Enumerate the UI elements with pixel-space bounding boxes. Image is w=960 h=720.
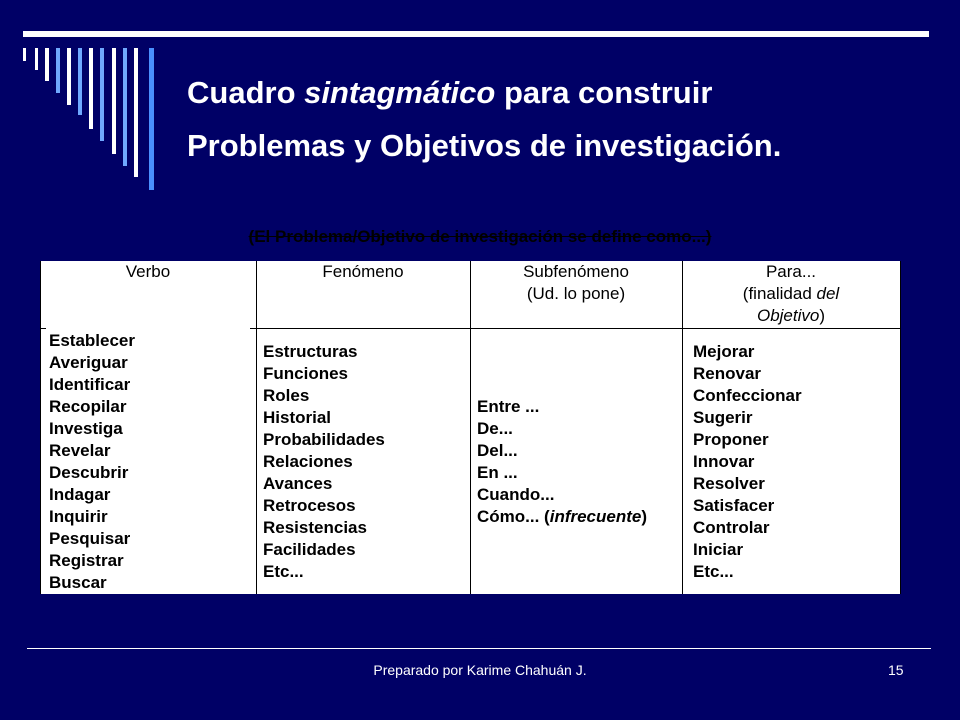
header-verbo: Verbo [125, 262, 171, 281]
table-border-right [900, 261, 901, 594]
header-para [682, 261, 900, 327]
list-item: Retrocesos [263, 496, 356, 515]
column-fenomeno [263, 341, 385, 583]
header-para-close: ) [819, 306, 826, 325]
list-item: De... [477, 419, 513, 438]
list-item: Etc... [693, 562, 734, 581]
deco-bar [100, 48, 104, 141]
list-item: Cuando... [477, 485, 555, 504]
header-subfenomeno [470, 261, 682, 305]
list-item: Etc... [263, 562, 304, 581]
list-item: Funciones [263, 364, 349, 383]
list-item: Confeccionar [693, 386, 802, 405]
list-item: Revelar [49, 441, 111, 460]
list-item: Investiga [49, 419, 123, 438]
deco-bar [149, 48, 154, 190]
title-part2: para construir [495, 75, 713, 110]
list-item: Renovar [693, 364, 762, 383]
deco-bar [112, 48, 116, 154]
list-item: Sugerir [693, 408, 753, 427]
list-item: Averiguar [49, 353, 128, 372]
title-italic: sintagmático [304, 75, 496, 110]
list-item: Recopilar [49, 397, 127, 416]
deco-bar [23, 48, 26, 61]
column-verbo [49, 330, 135, 594]
slide-title [187, 66, 927, 172]
deco-bar [78, 48, 82, 115]
list-item: Buscar [49, 573, 107, 592]
deco-bar [123, 48, 127, 166]
list-item: Mejorar [693, 342, 755, 361]
list-item: Probabilidades [263, 430, 385, 449]
list-item: Registrar [49, 551, 124, 570]
list-item [477, 506, 647, 528]
list-item: Satisfacer [693, 496, 775, 515]
deco-bar [89, 48, 93, 129]
header-rule [250, 328, 901, 329]
list-item: Inquirir [49, 507, 108, 526]
list-item: Proponer [693, 430, 769, 449]
list-item: Iniciar [693, 540, 744, 559]
deco-bar [134, 48, 138, 177]
list-item: Estructuras [263, 342, 358, 361]
header-rule [40, 328, 46, 329]
deco-bar [67, 48, 71, 105]
list-item-italic: infrecuente [549, 507, 642, 526]
header-para-italic: del [816, 284, 840, 303]
list-item: Establecer [49, 331, 135, 350]
list-item: Historial [263, 408, 332, 427]
deco-bar [45, 48, 49, 81]
list-item: En ... [477, 463, 518, 482]
header-fenomeno: Fenómeno [322, 262, 404, 281]
list-item: Pesquisar [49, 529, 131, 548]
list-item-close: ) [641, 507, 648, 526]
list-item: Avances [263, 474, 333, 493]
column-subfenomeno [477, 396, 647, 528]
list-item: Relaciones [263, 452, 353, 471]
title-line2: Problemas y Objetivos de investigación. [187, 128, 782, 163]
list-item: Del... [477, 441, 518, 460]
deco-bar [56, 48, 60, 93]
footer-text: Preparado por Karime Chahuán J. [373, 662, 587, 678]
syntagmatic-table [40, 261, 901, 594]
column-para [693, 341, 802, 583]
table-caption: (El Problema/Objetivo de investigación se define como...) [248, 227, 712, 246]
list-item: Resistencias [263, 518, 367, 537]
list-item: Entre ... [477, 397, 540, 416]
header-para-objetivo: Objetivo [756, 306, 820, 325]
header-para-line1: Para... [765, 262, 817, 281]
header-subfenomeno-line1: Subfenómeno [523, 262, 629, 281]
list-item-text: Cómo... ( [477, 507, 550, 526]
page-number: 15 [888, 662, 904, 678]
title-part1: Cuadro [187, 75, 305, 110]
list-item: Controlar [693, 518, 770, 537]
header-para-line2: (finalidad [742, 284, 817, 303]
bottom-rule [27, 648, 931, 649]
column-divider [470, 261, 471, 594]
list-item: Facilidades [263, 540, 356, 559]
header-subfenomeno-line2: (Ud. lo pone) [526, 284, 626, 303]
list-item: Innovar [693, 452, 755, 471]
list-item: Roles [263, 386, 310, 405]
list-item: Indagar [49, 485, 111, 504]
list-item: Descubrir [49, 463, 129, 482]
column-divider [256, 261, 257, 594]
table-border-left [40, 261, 41, 594]
deco-bar [35, 48, 38, 70]
list-item: Resolver [693, 474, 765, 493]
list-item: Identificar [49, 375, 131, 394]
decorative-bars [0, 0, 160, 200]
